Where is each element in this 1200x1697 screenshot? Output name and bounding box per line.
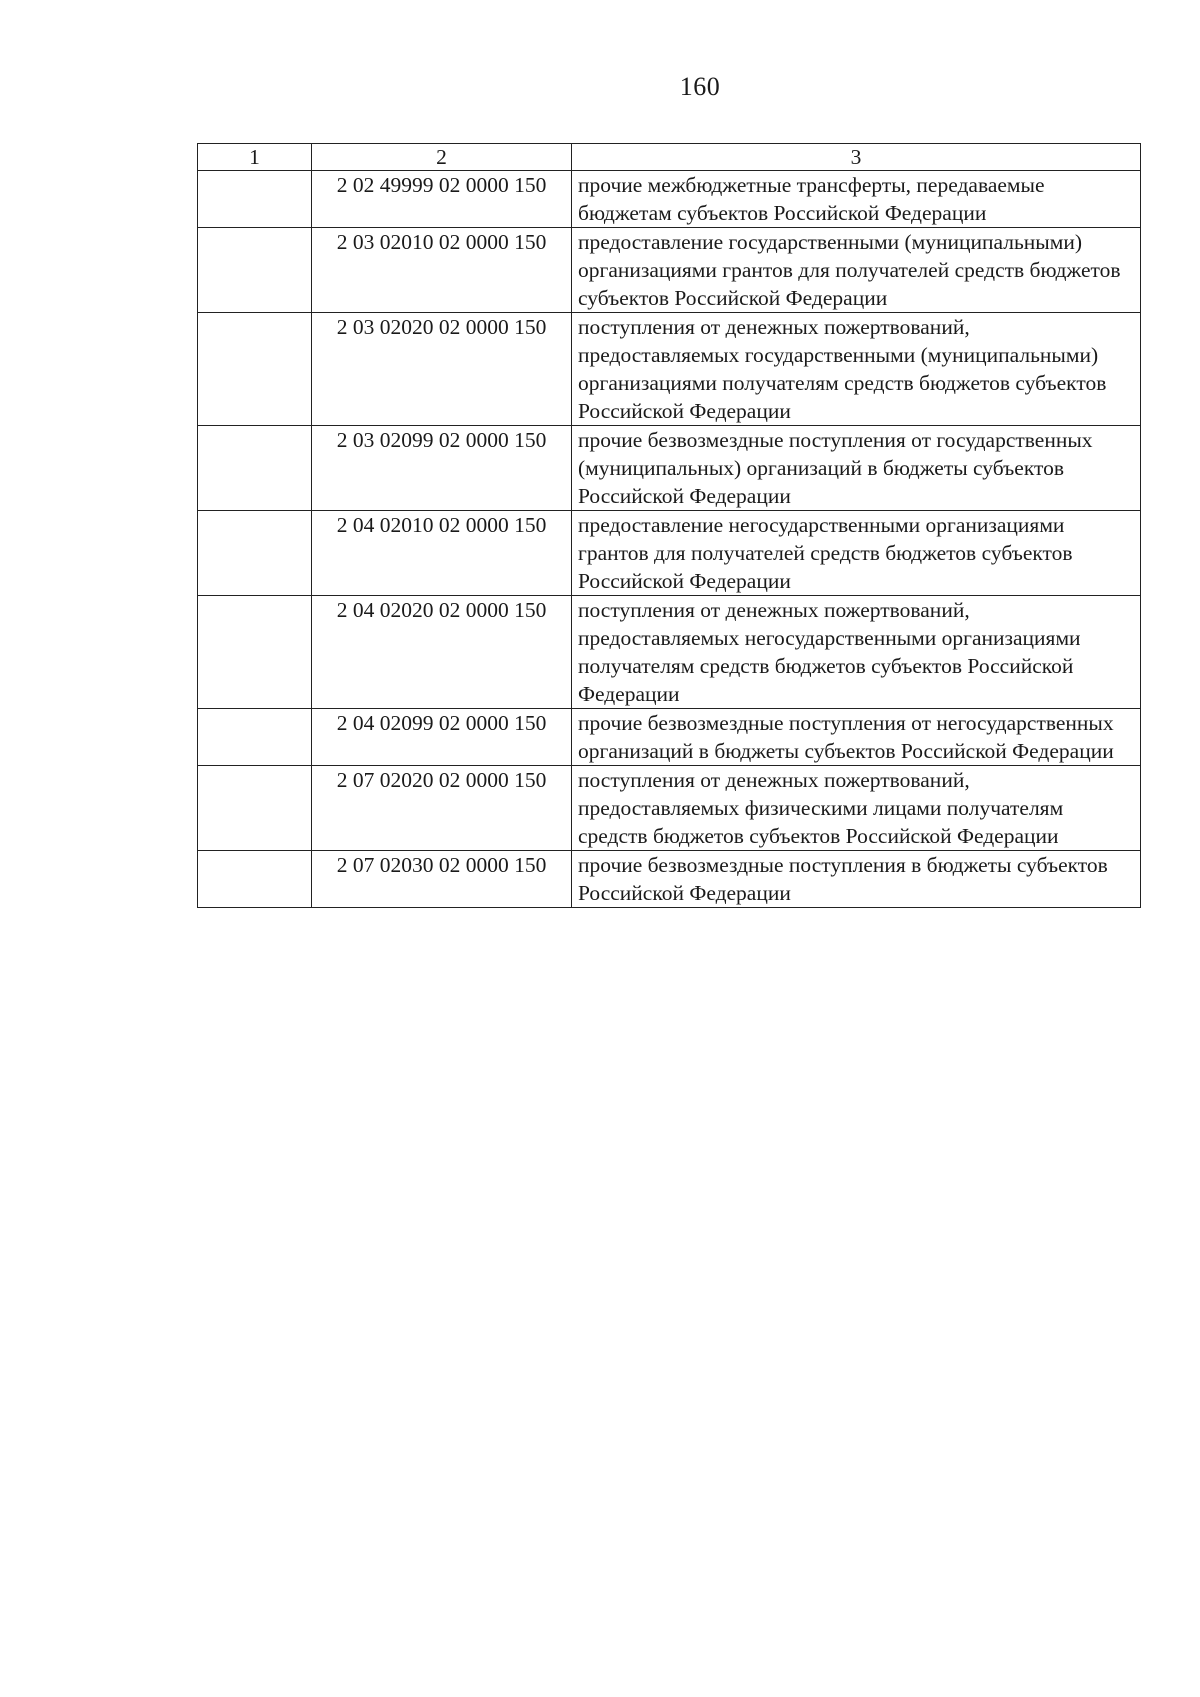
revenue-description-cell: прочие межбюджетные трансферты, передаваемые бюджетам субъектов Российской Федерации — [572, 171, 1141, 228]
page-number: 160 — [679, 72, 721, 101]
row-number-cell — [198, 171, 312, 228]
column-header-2: 2 — [312, 144, 572, 171]
row-number-cell — [198, 851, 312, 908]
table-header-row — [198, 144, 1141, 171]
revenue-code-cell: 2 04 02099 02 0000 150 — [312, 709, 572, 766]
revenue-code-cell: 2 03 02020 02 0000 150 — [312, 313, 572, 426]
revenue-description-cell: прочие безвозмездные поступления от государственных (муниципальных) организаций в бюджеты субъектов Российской Федерации — [572, 426, 1141, 511]
table-row — [198, 511, 1141, 596]
revenue-code-cell: 2 02 49999 02 0000 150 — [312, 171, 572, 228]
revenue-description-cell: предоставление негосударственными организациями грантов для получателей средств бюджетов субъектов Российской Федерации — [572, 511, 1141, 596]
revenue-description-cell: поступления от денежных пожертвований, предоставляемых государственными (муниципальными) организациями получателям средств бюджетов субъектов Российской Федерации — [572, 313, 1141, 426]
revenue-code-cell: 2 03 02010 02 0000 150 — [312, 228, 572, 313]
row-number-cell — [198, 596, 312, 709]
row-number-cell — [198, 228, 312, 313]
revenue-description-cell: поступления от денежных пожертвований, предоставляемых физическими лицами получателям средств бюджетов субъектов Российской Федерации — [572, 766, 1141, 851]
revenue-code-cell: 2 03 02099 02 0000 150 — [312, 426, 572, 511]
row-number-cell — [198, 313, 312, 426]
revenue-description-cell: поступления от денежных пожертвований, предоставляемых негосударственными организациями получателям средств бюджетов субъектов Российской Федерации — [572, 596, 1141, 709]
revenue-code-cell: 2 07 02020 02 0000 150 — [312, 766, 572, 851]
column-header-3: 3 — [572, 144, 1141, 171]
table-row — [198, 766, 1141, 851]
table-row — [198, 596, 1141, 709]
row-number-cell — [198, 709, 312, 766]
table-row — [198, 426, 1141, 511]
revenue-code-cell: 2 07 02030 02 0000 150 — [312, 851, 572, 908]
revenue-code-cell: 2 04 02020 02 0000 150 — [312, 596, 572, 709]
table-row — [198, 851, 1141, 908]
revenue-description-cell: прочие безвозмездные поступления в бюджеты субъектов Российской Федерации — [572, 851, 1141, 908]
revenue-codes-table — [197, 143, 1141, 908]
row-number-cell — [198, 426, 312, 511]
revenue-description-cell: прочие безвозмездные поступления от негосударственных организаций в бюджеты субъектов Российской Федерации — [572, 709, 1141, 766]
table-row — [198, 313, 1141, 426]
table-row — [198, 228, 1141, 313]
revenue-description-cell: предоставление государственными (муниципальными) организациями грантов для получателей средств бюджетов субъектов Российской Федерации — [572, 228, 1141, 313]
table-row — [198, 171, 1141, 228]
row-number-cell — [198, 766, 312, 851]
column-header-1: 1 — [198, 144, 312, 171]
row-number-cell — [198, 511, 312, 596]
table-row — [198, 709, 1141, 766]
revenue-code-cell: 2 04 02010 02 0000 150 — [312, 511, 572, 596]
